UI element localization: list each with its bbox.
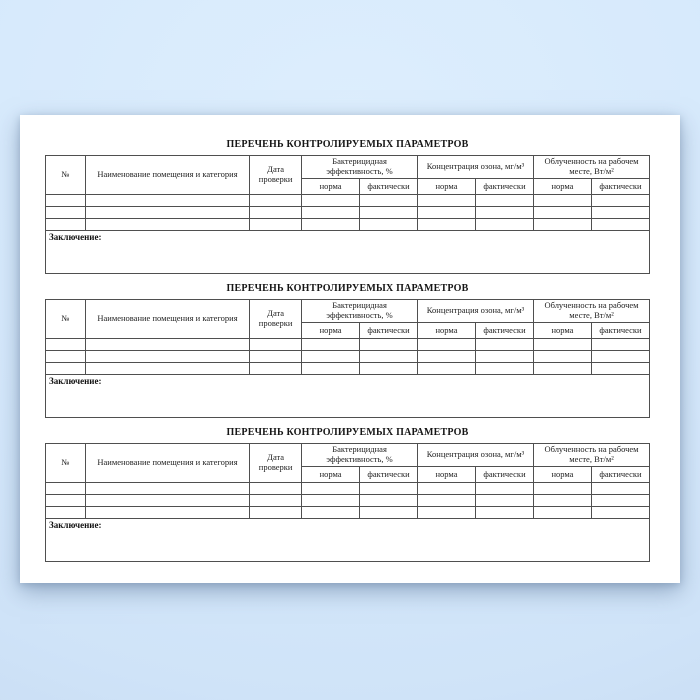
table-row — [46, 207, 650, 219]
subheader-norm: норма — [533, 467, 591, 483]
col-header-bactericidal-efficiency: Бактерицидная эффективность, % — [302, 444, 418, 467]
empty-cell — [360, 507, 418, 519]
empty-cell — [250, 339, 302, 351]
empty-cell — [418, 483, 476, 495]
empty-cell — [302, 495, 360, 507]
empty-cell — [418, 207, 476, 219]
subheader-actual: фактически — [591, 179, 649, 195]
controlled-parameters-table — [45, 299, 650, 418]
conclusion-cell: Заключение: — [46, 231, 650, 274]
col-header-number: № — [46, 156, 86, 195]
empty-cell — [418, 195, 476, 207]
empty-cell — [250, 219, 302, 231]
empty-cell — [250, 507, 302, 519]
empty-cell — [418, 219, 476, 231]
empty-cell — [476, 351, 534, 363]
header-row-groups — [46, 300, 650, 323]
empty-cell — [476, 363, 534, 375]
empty-cell — [533, 495, 591, 507]
col-header-ozone-concentration: Концентрация озона, мг/м³ — [418, 300, 534, 323]
table-title: ПЕРЕЧЕНЬ КОНТРОЛИРУЕМЫХ ПАРАМЕТРОВ — [226, 283, 469, 294]
subheader-actual: фактически — [476, 323, 534, 339]
empty-cell — [418, 495, 476, 507]
empty-cell — [360, 483, 418, 495]
subheader-norm: норма — [533, 179, 591, 195]
parameters-block-2 — [45, 283, 650, 418]
empty-cell — [302, 363, 360, 375]
empty-cell — [302, 339, 360, 351]
subheader-norm: норма — [533, 323, 591, 339]
subheader-actual: фактически — [591, 467, 649, 483]
empty-cell — [591, 219, 649, 231]
empty-cell — [360, 351, 418, 363]
empty-cell — [591, 207, 649, 219]
empty-cell — [46, 219, 86, 231]
subheader-norm: норма — [302, 467, 360, 483]
empty-cell — [250, 207, 302, 219]
empty-cell — [85, 339, 249, 351]
empty-cell — [533, 219, 591, 231]
col-header-number: № — [46, 444, 86, 483]
empty-cell — [591, 339, 649, 351]
col-header-ozone-concentration: Концентрация озона, мг/м³ — [418, 444, 534, 467]
conclusion-row — [46, 231, 650, 274]
table-row — [46, 507, 650, 519]
empty-cell — [46, 363, 86, 375]
conclusion-row — [46, 375, 650, 418]
col-header-workplace-irradiance: Облученность на рабочем месте, Вт/м² — [533, 156, 649, 179]
col-header-ozone-concentration: Концентрация озона, мг/м³ — [418, 156, 534, 179]
empty-cell — [533, 483, 591, 495]
table-row — [46, 195, 650, 207]
col-header-room-name: Наименование помещения и категория — [85, 300, 249, 339]
conclusion-row — [46, 519, 650, 562]
empty-cell — [46, 339, 86, 351]
controlled-parameters-table — [45, 155, 650, 274]
empty-cell — [476, 507, 534, 519]
controlled-parameters-table — [45, 443, 650, 562]
table-row — [46, 495, 650, 507]
col-header-bactericidal-efficiency: Бактерицидная эффективность, % — [302, 300, 418, 323]
table-row — [46, 351, 650, 363]
empty-cell — [360, 363, 418, 375]
subheader-actual: фактически — [360, 467, 418, 483]
empty-cell — [476, 207, 534, 219]
col-header-number: № — [46, 300, 86, 339]
empty-cell — [476, 339, 534, 351]
conclusion-cell: Заключение: — [46, 375, 650, 418]
empty-cell — [250, 363, 302, 375]
empty-cell — [418, 351, 476, 363]
empty-cell — [591, 495, 649, 507]
empty-cell — [302, 351, 360, 363]
empty-cell — [476, 195, 534, 207]
col-header-workplace-irradiance: Облученность на рабочем месте, Вт/м² — [533, 444, 649, 467]
empty-cell — [418, 507, 476, 519]
col-header-bactericidal-efficiency: Бактерицидная эффективность, % — [302, 156, 418, 179]
subheader-norm: норма — [418, 323, 476, 339]
conclusion-cell: Заключение: — [46, 519, 650, 562]
subheader-norm: норма — [302, 179, 360, 195]
table-row — [46, 219, 650, 231]
table-row — [46, 483, 650, 495]
empty-cell — [302, 507, 360, 519]
empty-cell — [250, 483, 302, 495]
empty-cell — [533, 351, 591, 363]
empty-cell — [85, 207, 249, 219]
col-header-workplace-irradiance: Облученность на рабочем месте, Вт/м² — [533, 300, 649, 323]
empty-cell — [476, 219, 534, 231]
subheader-norm: норма — [302, 323, 360, 339]
empty-cell — [476, 495, 534, 507]
empty-cell — [250, 195, 302, 207]
empty-cell — [85, 495, 249, 507]
empty-cell — [46, 195, 86, 207]
header-row-groups — [46, 444, 650, 467]
empty-cell — [591, 507, 649, 519]
subheader-actual: фактически — [360, 179, 418, 195]
table-title: ПЕРЕЧЕНЬ КОНТРОЛИРУЕМЫХ ПАРАМЕТРОВ — [226, 427, 469, 438]
empty-cell — [85, 351, 249, 363]
col-header-check-date: Дата проверки — [250, 444, 302, 483]
empty-cell — [360, 339, 418, 351]
empty-cell — [302, 483, 360, 495]
empty-cell — [591, 363, 649, 375]
empty-cell — [591, 351, 649, 363]
empty-cell — [360, 195, 418, 207]
empty-cell — [250, 495, 302, 507]
empty-cell — [360, 219, 418, 231]
empty-cell — [85, 363, 249, 375]
document-sheet — [20, 115, 680, 583]
empty-cell — [302, 219, 360, 231]
parameters-block-1 — [45, 139, 650, 274]
empty-cell — [533, 339, 591, 351]
empty-cell — [85, 219, 249, 231]
subheader-norm: норма — [418, 467, 476, 483]
subheader-actual: фактически — [476, 179, 534, 195]
table-title: ПЕРЕЧЕНЬ КОНТРОЛИРУЕМЫХ ПАРАМЕТРОВ — [226, 139, 469, 150]
empty-cell — [302, 207, 360, 219]
empty-cell — [533, 195, 591, 207]
empty-cell — [591, 195, 649, 207]
empty-cell — [250, 351, 302, 363]
empty-cell — [302, 195, 360, 207]
empty-cell — [46, 495, 86, 507]
parameters-block-3 — [45, 427, 650, 562]
empty-cell — [46, 483, 86, 495]
col-header-check-date: Дата проверки — [250, 300, 302, 339]
col-header-room-name: Наименование помещения и категория — [85, 156, 249, 195]
header-row-groups — [46, 156, 650, 179]
empty-cell — [533, 207, 591, 219]
subheader-actual: фактически — [476, 467, 534, 483]
empty-cell — [360, 207, 418, 219]
empty-cell — [591, 483, 649, 495]
col-header-check-date: Дата проверки — [250, 156, 302, 195]
table-row — [46, 339, 650, 351]
empty-cell — [476, 483, 534, 495]
empty-cell — [85, 507, 249, 519]
empty-cell — [85, 195, 249, 207]
subheader-norm: норма — [418, 179, 476, 195]
col-header-room-name: Наименование помещения и категория — [85, 444, 249, 483]
empty-cell — [46, 351, 86, 363]
empty-cell — [533, 363, 591, 375]
subheader-actual: фактически — [591, 323, 649, 339]
empty-cell — [85, 483, 249, 495]
empty-cell — [533, 507, 591, 519]
empty-cell — [418, 339, 476, 351]
empty-cell — [418, 363, 476, 375]
empty-cell — [46, 507, 86, 519]
empty-cell — [46, 207, 86, 219]
table-row — [46, 363, 650, 375]
empty-cell — [360, 495, 418, 507]
subheader-actual: фактически — [360, 323, 418, 339]
